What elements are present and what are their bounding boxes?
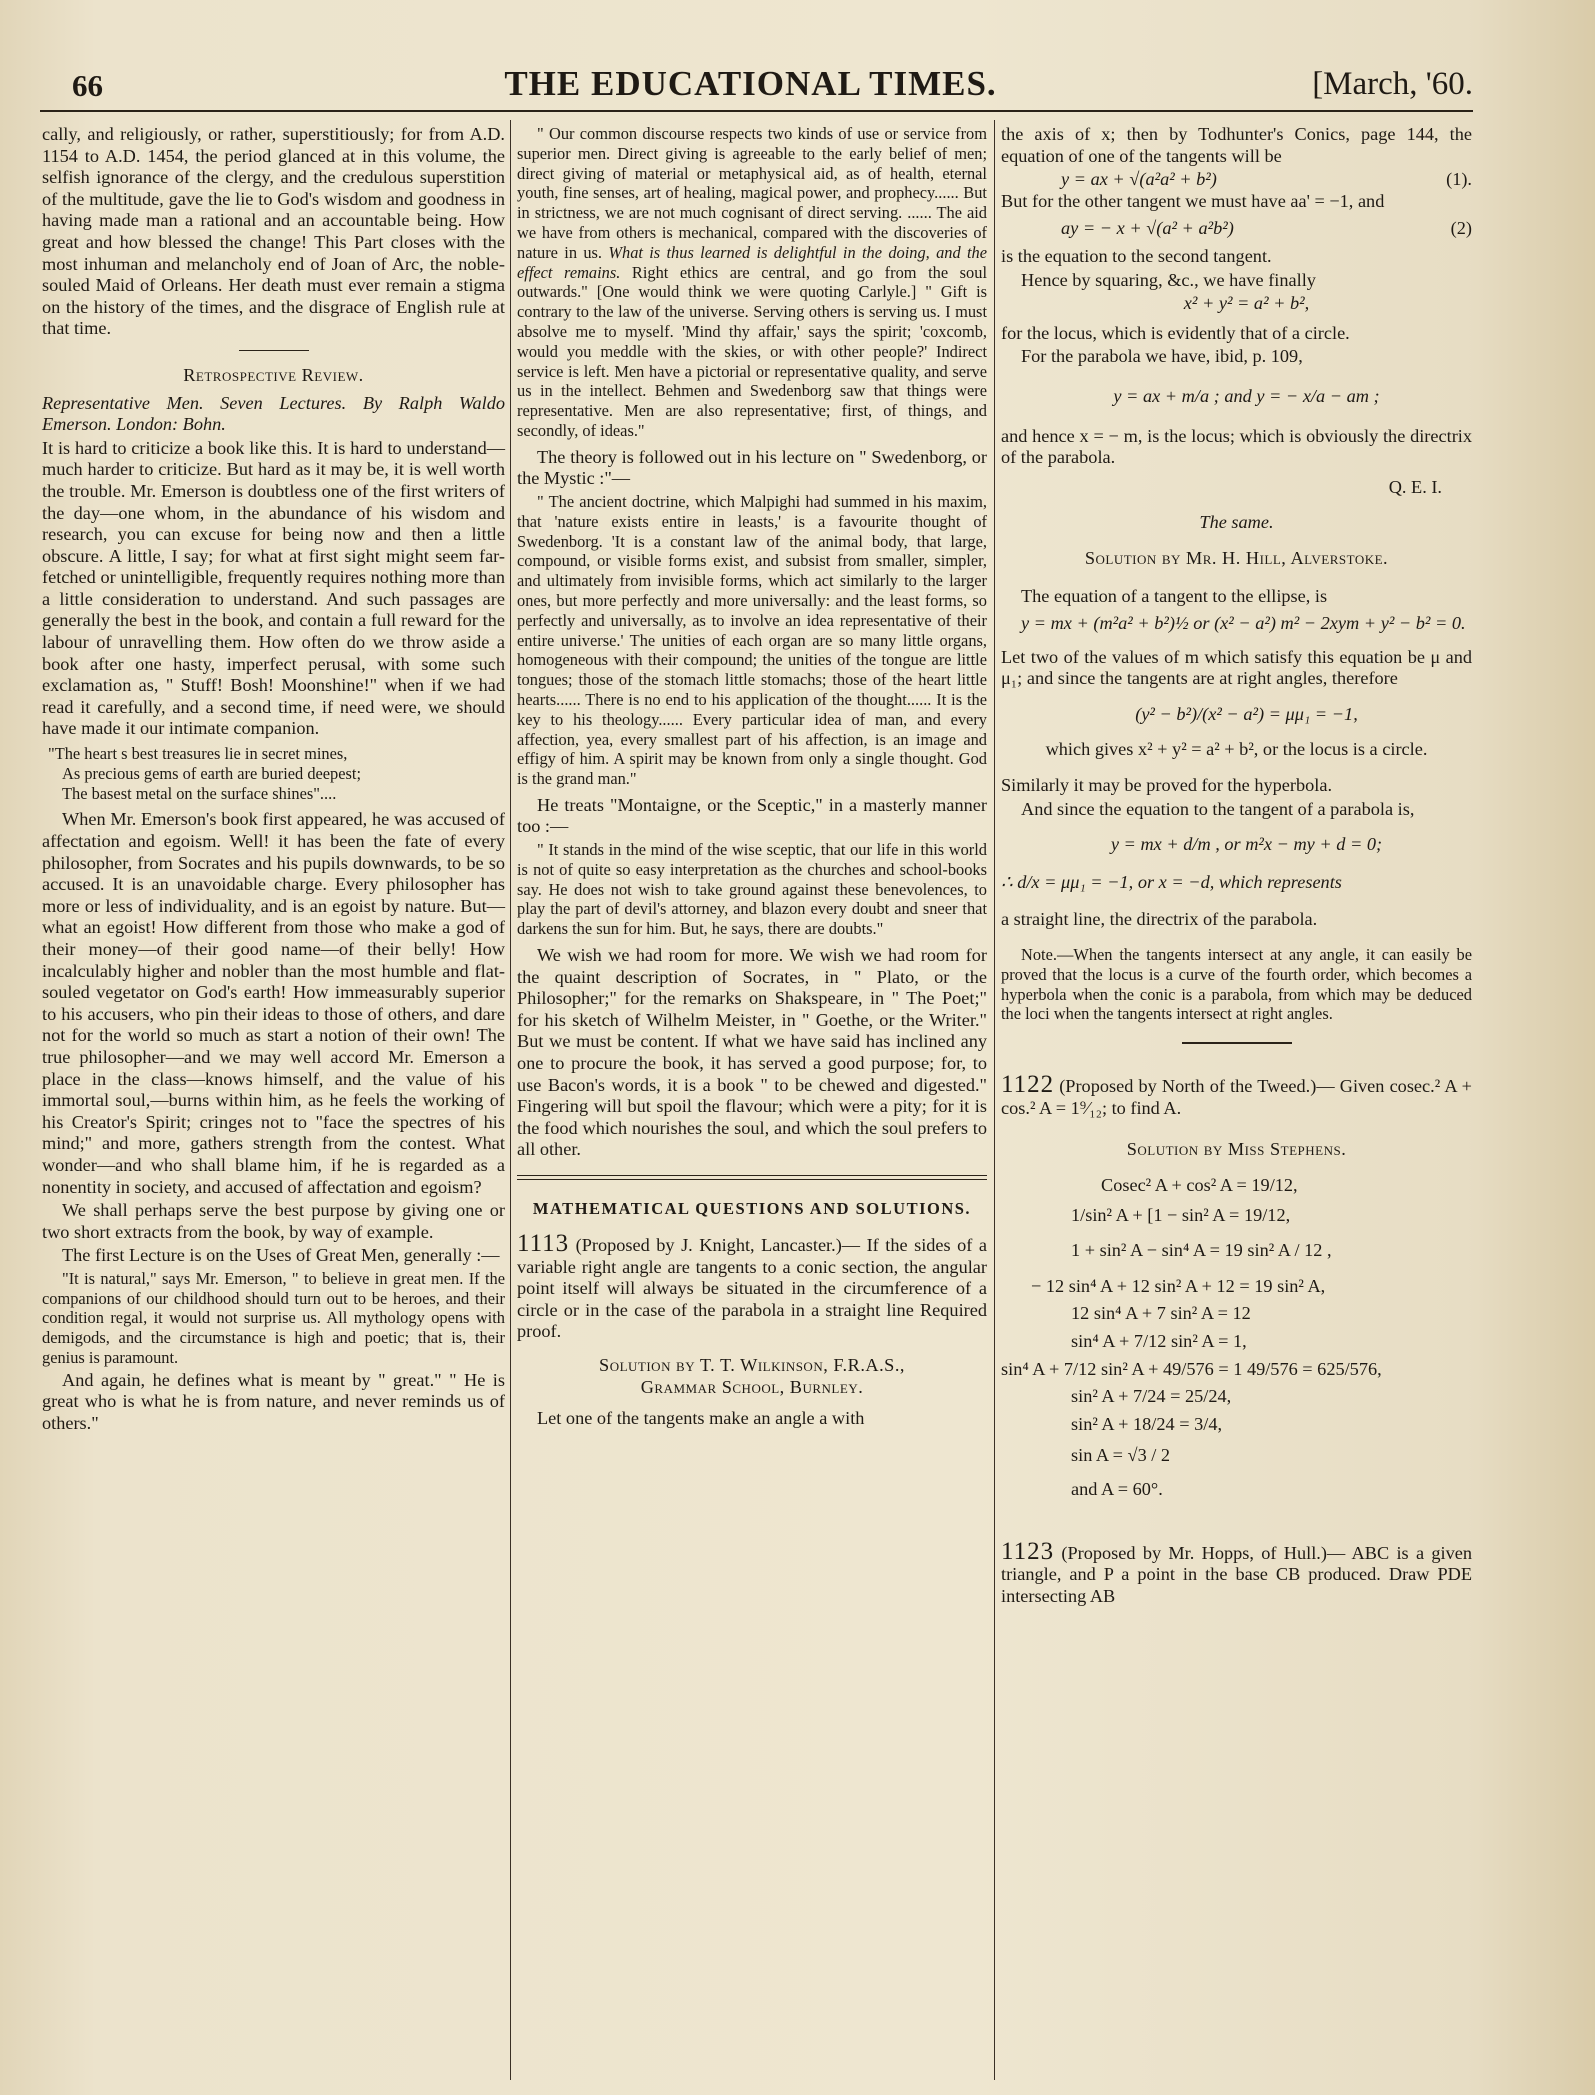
subheading-same: The same. (1199, 512, 1274, 533)
review-paragraph: When Mr. Emerson's book first appeared, he was accused of affectation and egoism. Well! it has been the fate of every philosopher, from Socrates and his pupils downwards, to be so accused. It is an unavoidable charge. Every philosopher has more or less of individuality, and is an egoist by nature. But—what an egoist! How different from those who make a god of their money—of their good name—of their belly! How incalculably higher and nobler than the most humble and flat-souled vegetator on God's earth! How immeasurably superior to his accusers, who pin their ideas to those of others, and dare not for the world so much as start a notion of their own! The true philosopher—and we may well accord Mr. Emerson a place in the class—knows himself, and the value of his immortal soul,—burns within him, as he feels the working of his Creator's Spirit; cringes not to "face the spectres of his mind;" and more, gathers strength from the contest. What wonder—and who shall blame him, if he is regarded as a nonentity in society, and accused of affectation and egoism? (42, 809, 505, 1197)
review-paragraph: He treats "Montaigne, or the Sceptic," in a masterly manner too :— (517, 794, 987, 837)
double-rule (517, 1175, 987, 1180)
page-header (28, 58, 1473, 110)
verse-quote (48, 744, 505, 803)
equation-number: (1). (1446, 169, 1472, 190)
quote-italic: What is thus learned is delightful in the doing, and the effect remains. (517, 242, 987, 282)
solution-text: Similarly it may be proved for the hyperbola. (1001, 775, 1333, 796)
review-paragraph: The theory is followed out in his lecture on " Swedenborg, or the Mystic :"— (517, 446, 987, 489)
equation-7: y = mx + d/m , or m²x − my + d = 0; (1110, 834, 1383, 855)
note-paragraph: Note.—When the tangents intersect at any angle, it can easily be proved that the locus is a curve of the fourth order, which becomes a hyperbola when the conic is a parabola, from which may be deduced the loci when the tangents intersect at right angles. (1001, 945, 1472, 1024)
separator (239, 350, 309, 351)
math-step: sin² A + 18/24 = 3/4, (1071, 1413, 1223, 1434)
question-number: 1122 (1001, 1071, 1055, 1099)
math-section-heading: MATHEMATICAL QUESTIONS AND SOLUTIONS. (532, 1199, 972, 1218)
verse-line: "The heart s best treasures lie in secret mines, (48, 744, 348, 764)
question-text: (Proposed by Mr. Hopps, of Hull.)— ABC is a given triangle, and P a point in the base CB produced. Draw PDE intersecting AB (1001, 1542, 1472, 1606)
column-divider-2 (994, 120, 995, 2080)
question-text: (Proposed by J. Knight, Lancaster.)— If the sides of a variable right angle are tangents to a conic section, the angular point itself will always be situated in the circumference of a circle or in the case of the parabola in a straight line Required proof. (517, 1235, 987, 1342)
equation-5: y = mx + (m²a² + b²)½ or (x² − a²) m² − 2xym + y² − b² = 0. (1021, 613, 1466, 634)
math-step: 12 sin⁴ A + 7 sin² A = 12 (1071, 1303, 1251, 1324)
solution-text: Hence by squaring, &c., we have finally (1021, 269, 1316, 290)
equation-6: (y² − b²)/(x² − a²) = μμ₁ = −1, (1135, 703, 1358, 724)
quote-text: " Our common discourse respects two kinds of use or service from superior men. Direct giving is agreeable to the early belief of men; direct giving of material or metaphysical aid, as of health, eternal youth, fine senses, art of healing, magical power, and prophecy...... But in strictness, we are not much cognisant of direct serving. ...... The aid we have from others is mechanical, compared with the discoveries of nature in us. (517, 124, 987, 262)
question-1113 (517, 1230, 987, 1343)
math-step: − 12 sin⁴ A + 12 sin² A + 12 = 19 sin² A, (1031, 1275, 1326, 1296)
column-divider-1 (510, 120, 511, 2080)
intro-paragraph: cally, and religiously, or rather, superstitiously; for from A.D. 1154 to A.D. 1454, the period glanced at in this volume, the selfish ignorance of the clergy, and the credulous superstition of the multitude, gave the lie to God's wisdom and goodness in having made man a rational and an accountable being. How great and how blessed the change! This Part closes with the most inhuman and melancholy end of Joan of Arc, the noble-souled Maid of Orleans. Her death must ever remain a stigma on the history of the times, and the disgrace of English rule at that time. (42, 124, 505, 339)
column-1 (42, 124, 505, 1437)
math-step: sin⁴ A + 7/12 sin² A + 49/576 = 1 49/576 = 625/576, (1001, 1358, 1382, 1379)
equation-3: x² + y² = a² + b², (1183, 293, 1310, 314)
solution-text: Let two of the values of m which satisfy this equation be μ and μ₁; and since the tangents are at right angles, therefore (1001, 646, 1472, 689)
solution-text: the axis of x; then by Todhunter's Conics, page 144, the equation of one of the tangents will be (1001, 124, 1472, 166)
header-rule (40, 110, 1473, 112)
equation-2 (1001, 218, 1472, 240)
solution-text: And since the equation to the tangent of a parabola is, (1021, 798, 1415, 819)
question-text: (Proposed by North of the Tweed.)— Given cosec.² A + cos.² A = 1⁹⁄₁₂; to find A. (1001, 1076, 1472, 1118)
math-step: sin A = √3 / 2 (1071, 1445, 1171, 1466)
solution-text: But for the other tangent we must have aa' = −1, and (1001, 190, 1385, 211)
block-quote: " It stands in the mind of the wise sceptic, that our life in this world is not of quite so easy interpretation as the churches and school-books say. He does not wish to take ground against these benevolences, to play the part of devil's attorney, and blazon every doubt and sneer that darkens the sun for him. But, he says, there are doubts." (517, 840, 987, 939)
review-paragraph: The first Lecture is on the Uses of Great Men, generally :— (62, 1245, 500, 1266)
quote-text: Right ethics are central, and go from the soul outwards." [One would think we were quoting Carlyle.] " Gift is contrary to the law of the universe. Serving others is serving us. I must absolve me to myself. 'Mind thy affair,' says the spirit; 'coxcomb, would you meddle with the skies, or with other people?' Indirect service is left. Men have a pictorial or representative quality, and serve us in the intellect. Behmen and Swedenborg saw that things were representative. Men are also representative; first, of things, and secondly, of ideas." (517, 262, 987, 440)
equation: y = ax + √(a²a² + b²) (1061, 169, 1217, 190)
solution-text: The equation of a tangent to the ellipse, is (1021, 585, 1328, 606)
solution-text: a straight line, the directrix of the parabola. (1001, 909, 1318, 930)
math-step: and A = 60°. (1071, 1478, 1163, 1499)
math-step: sin² A + 7/24 = 25/24, (1071, 1386, 1232, 1407)
solution-byline: Solution by T. T. Wilkinson, F.R.A.S., (599, 1354, 905, 1375)
qed-mark: Q. E. I. (1388, 476, 1442, 497)
math-step: 1/sin² A + [1 − sin² A = 19/12, (1071, 1204, 1291, 1225)
solution-text: For the parabola we have, ibid, p. 109, (1021, 346, 1303, 367)
review-paragraph: And again, he defines what is meant by " great." " He is great who is what he is from nature, and never reminds us of others." (42, 1369, 505, 1434)
solution-text: and hence x = − m, is the locus; which is obviously the directrix of the parabola. (1001, 425, 1472, 468)
block-quote: "It is natural," says Mr. Emerson, " to believe in great men. If the companions of our childhood should turn out to be heroes, and their condition regal, it would not surprise us. All mythology opens with demigods, and the circumstance is high and poetic; that is, their genius is paramount. (42, 1268, 505, 1368)
solution-byline: Solution by Miss Stephens. (1126, 1139, 1347, 1160)
equation: ay = − x + √(a² + a²b²) (1061, 218, 1234, 239)
publication-title: THE EDUCATIONAL TIMES. (504, 64, 997, 103)
book-title: Representative Men. Seven Lectures. By Ralph Waldo Emerson. London: Bohn. (42, 392, 505, 435)
math-step: 1 + sin² A − sin⁴ A = 19 sin² A / 12 , (1071, 1240, 1332, 1261)
question-number: 1123 (1001, 1537, 1055, 1565)
review-paragraph: It is hard to criticize a book like this. It is hard to understand—much harder to criticize. But hard as it may be, it is well worth the trouble. Mr. Emerson is doubtless one of the first writers of the day—one whom, in the abundance of his wisdom and research, you can excuse for being now and then a little obscure. A little, I say; for what at first sight might seem far-fetched or unintelligible, frequently requires nothing more than a little consideration to understand. And such passages are generally the best in the book, and contain a full reward for the labour of unravelling them. How often do we throw aside a book after one hasty, imperfect perusal, with some such exclamation as, " Stuff! Bosh! Moonshine!" when if we had read it carefully, and a second time, if need were, we should have made it our intimate companion. (42, 437, 505, 739)
equation-4: y = ax + m/a ; and y = − x/a − am ; (1113, 385, 1380, 406)
solution-text: is the equation to the second tangent. (1001, 245, 1272, 266)
separator (1182, 1042, 1292, 1044)
review-paragraph: We shall perhaps serve the best purpose by giving one or two short extracts from the book, by way of example. (42, 1200, 505, 1242)
question-1122 (1001, 1071, 1472, 1119)
block-quote: " The ancient doctrine, which Malpighi had summed in his maxim, that 'nature exists entire in leasts,' is a favourite thought of Swedenborg. 'It is a constant law of the animal body, that large, compound, or visible forms exist, and subsist from smaller, simpler, and ultimately from invisible forms, which act similarly to the larger ones, but more perfectly and more universally: and the least forms, so perfectly and universally, as to involve an idea representative of their entire universe.' The unities of each organ are so many little organs, homogeneous with their compound; the unities of the tongue are little tongues; those of the stomach little stomachs; those of the heart little hearts...... There is no end to his application of the thought...... It is the key to his theology...... Every particular idea of man, and every affection, yea, every smallest part of his affection, is an image and effigy of him. A spirit may be known from only a single thought. God is the grand man." (517, 491, 987, 789)
solution-byline: Solution by Mr. H. Hill, Alverstoke. (1084, 547, 1389, 568)
review-paragraph: We wish we had room for more. We wish we had room for the quaint description of Socrates, in " Plato, or the Philosopher;" for the remarks on Shakspeare, in " The Poet;" for his sketch of Wilhelm Meister, in " Goethe, or the Writer." But we must be content. If what we have said has inclined any one to procure the book, it has served a good purpose; for, to use Bacon's words, it is a book " to be chewed and digested." Fingering will but spoil the flavour; which were a pity; for it is the food which nourishes the soul, and which the soul prefers to all other. (517, 945, 987, 1160)
question-number: 1113 (517, 1230, 570, 1257)
column-2 (517, 124, 987, 1432)
page-number: 66 (72, 68, 103, 103)
solution-byline: Grammar School, Burnley. (640, 1376, 864, 1397)
equation-number: (2) (1450, 218, 1472, 239)
solution-text: Let one of the tangents make an angle a with (537, 1408, 865, 1429)
solution-steps (1001, 1175, 1472, 1501)
math-step: sin⁴ A + 7/12 sin² A = 1, (1071, 1330, 1247, 1351)
question-1123 (1001, 1537, 1472, 1608)
verse-line: The basest metal on the surface shines".... (62, 783, 337, 803)
verse-line: As precious gems of earth are buried deepest; (62, 763, 362, 783)
issue-date: [March, '60. (1312, 66, 1473, 102)
block-quote (517, 124, 987, 441)
solution-text: which gives x² + y² = a² + b², or the locus is a circle. (1045, 739, 1428, 760)
column-3 (1001, 124, 1472, 1607)
equation-1 (1001, 169, 1472, 191)
section-title: Retrospective Review. (183, 364, 364, 385)
math-step: Cosec² A + cos² A = 19/12, (1101, 1175, 1298, 1195)
equation-8: ∴ d/x = μμ₁ = −1, or x = −d, which represents (1001, 871, 1342, 892)
solution-text: for the locus, which is evidently that of a circle. (1001, 322, 1350, 343)
